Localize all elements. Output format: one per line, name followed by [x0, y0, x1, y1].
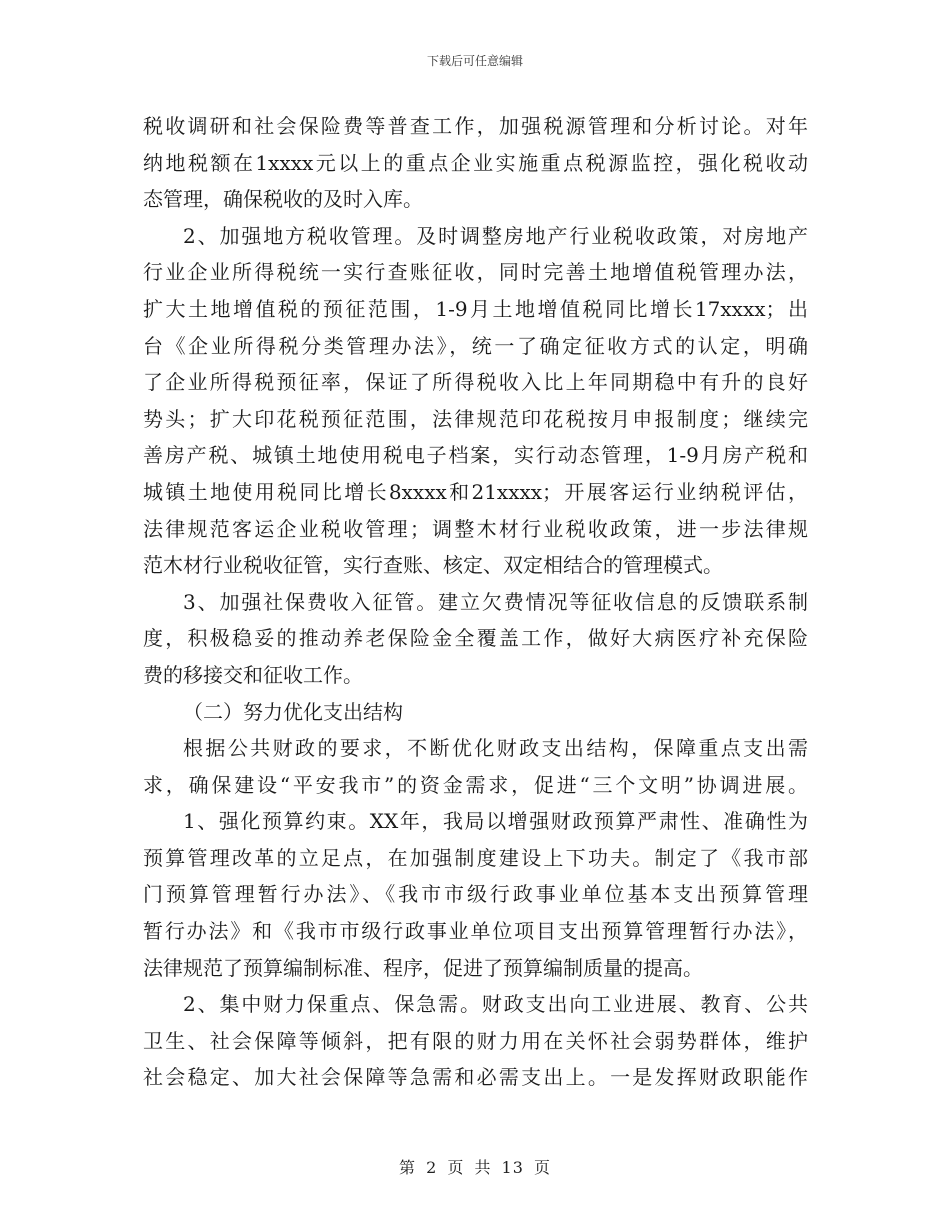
text-line: 卫生、社会保障等倾斜，把有限的财力用在关怀社会弱势群体，维护	[143, 1028, 808, 1053]
text-line: 根据公共财政的要求，不断优化财政支出结构，保障重点支出需	[183, 736, 808, 761]
text-line: 善房产税、城镇土地使用税电子档案，实行动态管理，1-9月房产税和	[143, 443, 808, 468]
text-line: 2、集中财力保重点、保急需。财政支出向工业进展、教育、公共	[183, 992, 808, 1017]
text-line: 了企业所得税预征率，保证了所得税收入比上年同期稳中有升的良好	[143, 370, 808, 395]
text-line: 费的移接交和征收工作。	[143, 662, 363, 687]
body-text	[143, 108, 808, 1096]
text-line: 2、加强地方税收管理。及时调整房地产行业税收政策，对房地产	[183, 223, 808, 248]
text-line: 暂行办法》和《我市市级行政事业单位项目支出预算管理暂行办法》，	[143, 919, 808, 944]
text-line: 预算管理改革的立足点，在加强制度建设上下功夫。制定了《我市部	[143, 845, 808, 870]
text-line: 范木材行业税收征管，实行查账、核定、双定相结合的管理模式。	[143, 553, 723, 578]
text-line: 3、加强社保费收入征管。建立欠费情况等征收信息的反馈联系制	[183, 589, 808, 614]
text-line: （二）努力优化支出结构	[183, 699, 403, 724]
text-line: 台《企业所得税分类管理办法》，统一了确定征收方式的认定，明确	[143, 333, 808, 358]
text-line: 法律规范客运企业税收管理；调整木材行业税收政策，进一步法律规	[143, 516, 808, 541]
text-line: 税收调研和社会保险费等普查工作，加强税源管理和分析讨论。对年	[143, 114, 808, 138]
text-line: 度，积极稳妥的推动养老保险金全覆盖工作，做好大病医疗补充保险	[143, 626, 808, 651]
text-line: 法律规范了预算编制标准、程序，促进了预算编制质量的提高。	[143, 955, 703, 980]
text-line: 1、强化预算约束。XX年，我局以增强财政预算严肃性、准确性为	[183, 809, 808, 834]
text-line: 城镇土地使用税同比增长8xxxx和21xxxx；开展客运行业纳税评估，	[143, 479, 808, 504]
text-line: 门预算管理暂行办法》、《我市市级行政事业单位基本支出预算管理	[143, 882, 808, 907]
page-footer: 第 2 页 共 13 页	[399, 1158, 551, 1177]
text-line: 求，确保建设“平安我市”的资金需求，促进“三个文明”协调进展。	[143, 772, 808, 797]
text-line: 态管理，确保税收的及时入库。	[143, 187, 423, 212]
text-line: 扩大土地增值税的预征范围，1-9月土地增值税同比增长17xxxx；出	[143, 296, 808, 321]
text-line: 势头；扩大印花税预征范围，法律规范印花税按月申报制度；继续完	[143, 406, 808, 431]
text-line: 社会稳定、加大社会保障等急需和必需支出上。一是发挥财政职能作	[143, 1065, 808, 1090]
text-line: 行业企业所得税统一实行查账征收，同时完善土地增值税管理办法，	[143, 260, 808, 285]
header-note: 下载后可任意编辑	[426, 54, 523, 68]
text-line: 纳地税额在1xxxx元以上的重点企业实施重点税源监控，强化税收动	[143, 150, 808, 175]
